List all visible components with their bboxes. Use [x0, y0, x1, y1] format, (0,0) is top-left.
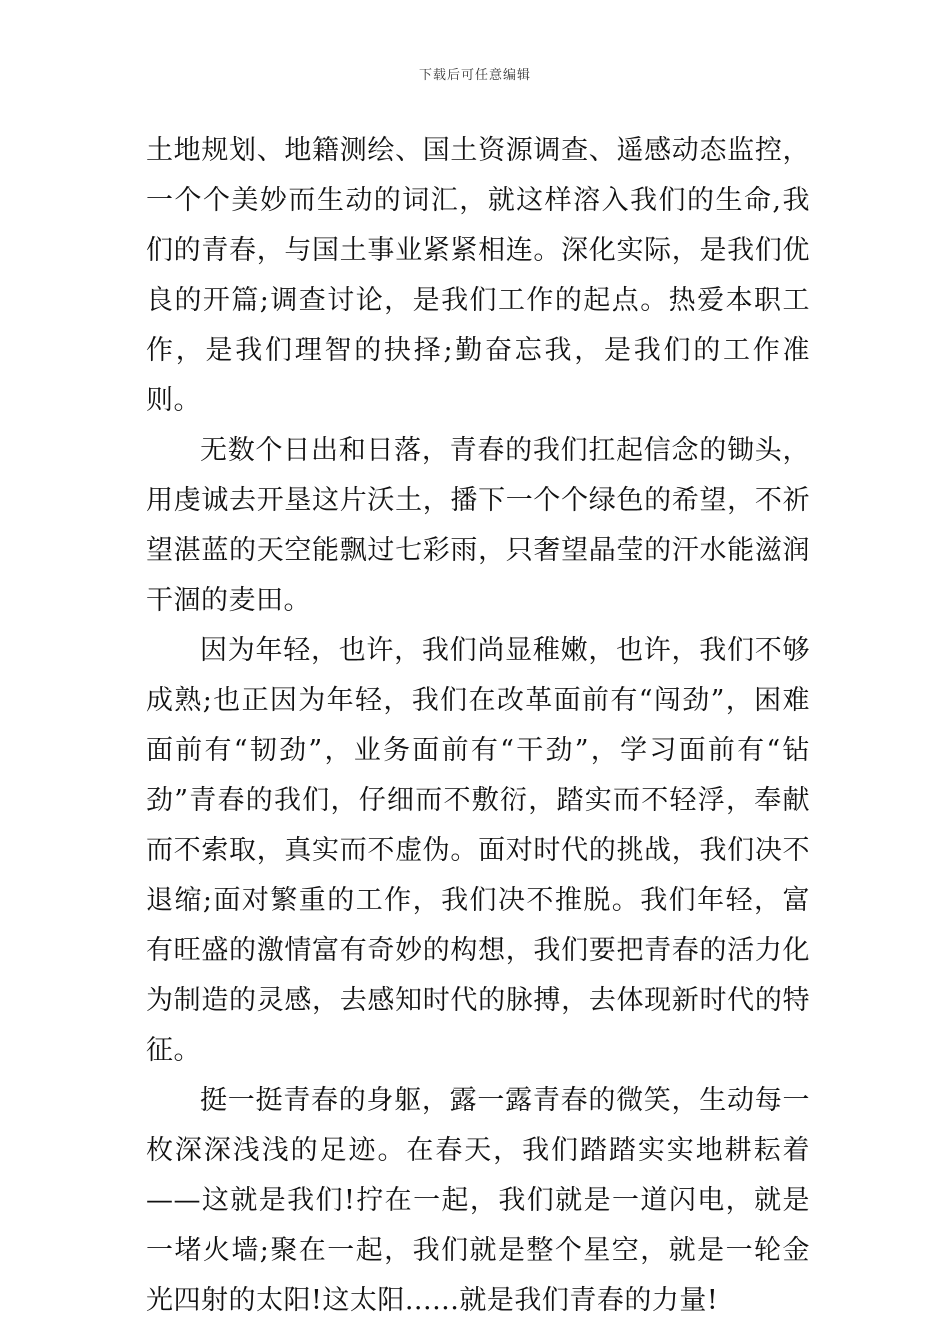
document-body — [146, 126, 810, 1326]
paragraph-1: 土地规划、地籍测绘、国土资源调查、遥感动态监控，一个个美妙而生动的词汇，就这样溶入我们的生命,我们的青春，与国土事业紧紧相连。深化实际，是我们优良的开篇;调查讨论，是我们工作的起点。热爱本职工作，是我们理智的抉择;勤奋忘我，是我们的工作准则。 — [146, 135, 810, 416]
paragraph-3: 因为年轻，也许，我们尚显稚嫩，也许，我们不够成熟;也正因为年轻，我们在改革面前有“闯劲”，困难面前有“韧劲”，业务面前有“干劲”，学习面前有“钻劲”青春的我们，仔细而不敷衍，踏实而不轻浮，奉献而不索取，真实而不虚伪。面对时代的挑战，我们决不退缩;面对繁重的工作，我们决不推脱。我们年轻，富有旺盛的激情富有奇妙的构想，我们要把青春的活力化为制造的灵感，去感知时代的脉搏，去体现新时代的特征。 — [146, 635, 810, 1066]
page-header-note: 下载后可任意编辑 — [418, 68, 531, 83]
paragraph-4: 挺一挺青春的身躯，露一露青春的微笑，生动每一枚深深浅浅的足迹。在春天，我们踏踏实实地耕耘着——这就是我们!拧在一起，我们就是一道闪电，就是一堵火墙;聚在一起，我们就是整个星空，就是一轮金光四射的太阳!这太阳......就是我们青春的力量! — [146, 1085, 810, 1316]
paragraph-2: 无数个日出和日落，青春的我们扛起信念的锄头，用虔诚去开垦这片沃土，播下一个个绿色的希望，不祈望湛蓝的天空能飘过七彩雨，只奢望晶莹的汗水能滋润干涸的麦田。 — [146, 435, 810, 616]
